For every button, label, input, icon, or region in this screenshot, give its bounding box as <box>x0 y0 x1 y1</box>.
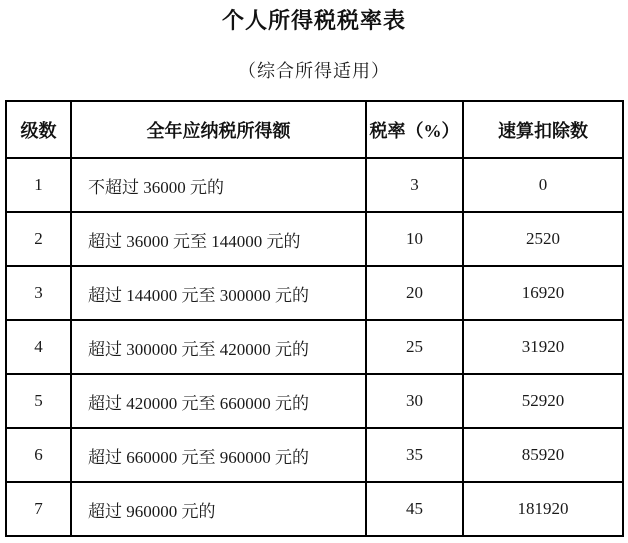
cell-deduction: 181920 <box>463 482 623 536</box>
cell-income: 超过 660000 元至 960000 元的 <box>71 428 366 482</box>
cell-rate: 3 <box>366 158 463 212</box>
cell-level: 5 <box>6 374 71 428</box>
table-row <box>6 266 623 320</box>
cell-level: 3 <box>6 266 71 320</box>
cell-deduction: 2520 <box>463 212 623 266</box>
cell-income: 超过 144000 元至 300000 元的 <box>71 266 366 320</box>
header-deduction: 速算扣除数 <box>463 101 623 158</box>
cell-rate: 45 <box>366 482 463 536</box>
header-income: 全年应纳税所得额 <box>71 101 366 158</box>
cell-deduction: 31920 <box>463 320 623 374</box>
header-level: 级数 <box>6 101 71 158</box>
table-row <box>6 482 623 536</box>
page-subtitle: （综合所得适用） <box>238 61 390 81</box>
cell-deduction: 85920 <box>463 428 623 482</box>
cell-rate: 30 <box>366 374 463 428</box>
table-row <box>6 320 623 374</box>
cell-rate: 10 <box>366 212 463 266</box>
cell-income: 超过 960000 元的 <box>71 482 366 536</box>
cell-deduction: 52920 <box>463 374 623 428</box>
table-row <box>6 428 623 482</box>
cell-deduction: 16920 <box>463 266 623 320</box>
cell-level: 1 <box>6 158 71 212</box>
page-title: 个人所得税税率表 <box>221 8 406 33</box>
table-row <box>6 158 623 212</box>
cell-level: 2 <box>6 212 71 266</box>
table-row <box>6 374 623 428</box>
cell-level: 6 <box>6 428 71 482</box>
table-header-row <box>6 101 623 158</box>
cell-income: 超过 36000 元至 144000 元的 <box>71 212 366 266</box>
cell-income: 不超过 36000 元的 <box>71 158 366 212</box>
cell-income: 超过 420000 元至 660000 元的 <box>71 374 366 428</box>
header-rate: 税率（%） <box>366 101 463 158</box>
table-row <box>6 212 623 266</box>
cell-level: 4 <box>6 320 71 374</box>
cell-rate: 35 <box>366 428 463 482</box>
cell-rate: 20 <box>366 266 463 320</box>
cell-deduction: 0 <box>463 158 623 212</box>
cell-level: 7 <box>6 482 71 536</box>
cell-income: 超过 300000 元至 420000 元的 <box>71 320 366 374</box>
tax-rate-table <box>5 100 624 537</box>
cell-rate: 25 <box>366 320 463 374</box>
